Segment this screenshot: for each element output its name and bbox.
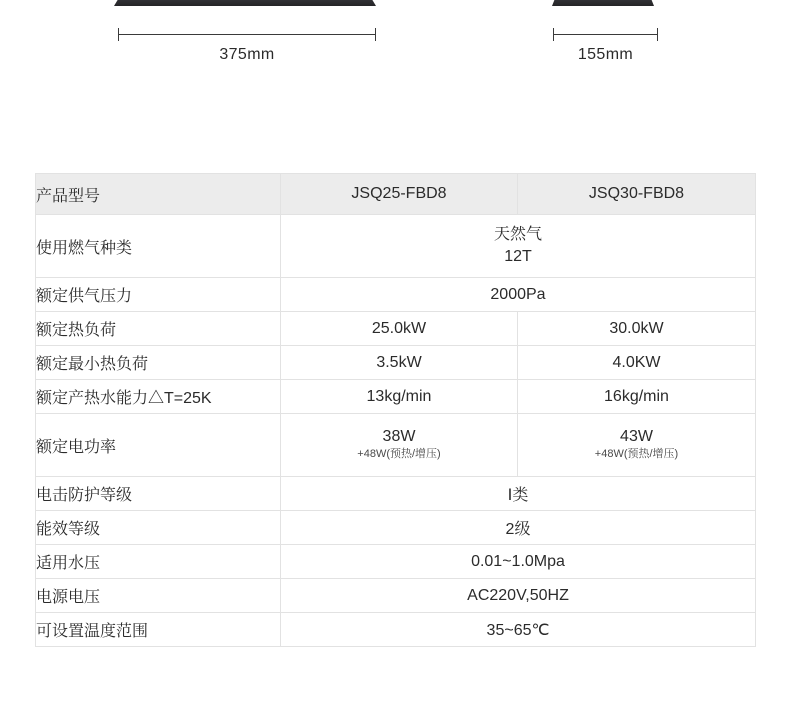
row-label-water-pressure: 适用水压 [36, 545, 281, 579]
table-row [36, 312, 756, 346]
gas-type-line-2: 12T [504, 248, 532, 265]
table-row [36, 380, 756, 414]
row-value-rated-power-model-1 [281, 414, 518, 477]
depth-dimension-cap-left [553, 28, 554, 41]
row-label-supply-pressure: 额定供气压力 [36, 278, 281, 312]
row-value-min-heat-load-model-2: 4.0KW [518, 346, 756, 380]
table-row [36, 511, 756, 545]
row-value-min-heat-load-model-1: 3.5kW [281, 346, 518, 380]
row-value-water-pressure: 0.01~1.0Mpa [281, 545, 756, 579]
product-photo-area [0, 0, 790, 100]
table-row [36, 579, 756, 613]
width-dimension-line [118, 34, 376, 35]
header-label-cell: 产品型号 [36, 174, 281, 215]
table-header-row [36, 174, 756, 215]
table-row [36, 613, 756, 647]
row-value-supply-pressure: 2000Pa [281, 278, 756, 312]
width-dimension-bar [118, 28, 376, 40]
row-label-rated-power: 额定电功率 [36, 414, 281, 477]
header-model-1-cell: JSQ25-FBD8 [281, 174, 518, 215]
row-label-min-heat-load: 额定最小热负荷 [36, 346, 281, 380]
depth-dimension-label: 155mm [577, 46, 634, 63]
rated-power-model-1-main: 38W [382, 428, 416, 446]
width-dimension-cap-right [375, 28, 376, 41]
row-label-gas-type: 使用燃气种类 [36, 215, 281, 278]
row-label-rated-heat-load: 额定热负荷 [36, 312, 281, 346]
specification-table [35, 173, 756, 647]
specification-table-container [35, 173, 755, 647]
row-label-shock-protection-class: 电击防护等级 [36, 477, 281, 511]
row-value-energy-efficiency-grade: 2级 [281, 511, 756, 545]
header-model-2-cell: JSQ30-FBD8 [518, 174, 756, 215]
depth-dimension-line [553, 34, 658, 35]
row-value-supply-voltage: AC220V,50HZ [281, 579, 756, 613]
width-dimension-callout [118, 28, 376, 64]
table-row [36, 477, 756, 511]
row-label-temperature-range: 可设置温度范围 [36, 613, 281, 647]
row-value-hot-water-capacity-model-2: 16kg/min [518, 380, 756, 414]
depth-dimension-callout [553, 28, 658, 64]
table-row [36, 414, 756, 477]
row-value-gas-type [281, 215, 756, 278]
row-value-rated-power-model-2 [518, 414, 756, 477]
row-label-hot-water-capacity: 额定产热水能力△T=25K [36, 380, 281, 414]
rated-power-model-2-sub: +48W(预热/增压) [594, 448, 679, 461]
row-value-rated-heat-load-model-1: 25.0kW [281, 312, 518, 346]
row-value-shock-protection-class: Ⅰ类 [281, 477, 756, 511]
row-value-hot-water-capacity-model-1: 13kg/min [281, 380, 518, 414]
rated-power-model-1-sub: +48W(预热/增压) [357, 448, 441, 461]
depth-dimension-bar [553, 28, 658, 40]
row-value-temperature-range: 35~65℃ [281, 613, 756, 647]
table-row [36, 278, 756, 312]
table-row [36, 545, 756, 579]
row-value-rated-heat-load-model-2: 30.0kW [518, 312, 756, 346]
table-row [36, 346, 756, 380]
table-row [36, 215, 756, 278]
gas-type-line-1: 天然气 [493, 226, 542, 244]
rated-power-model-2-main: 43W [620, 428, 653, 446]
depth-dimension-cap-right [657, 28, 658, 41]
row-label-supply-voltage: 电源电压 [36, 579, 281, 613]
width-dimension-label: 375mm [219, 46, 275, 63]
width-dimension-cap-left [118, 28, 119, 41]
row-label-energy-efficiency-grade: 能效等级 [36, 511, 281, 545]
